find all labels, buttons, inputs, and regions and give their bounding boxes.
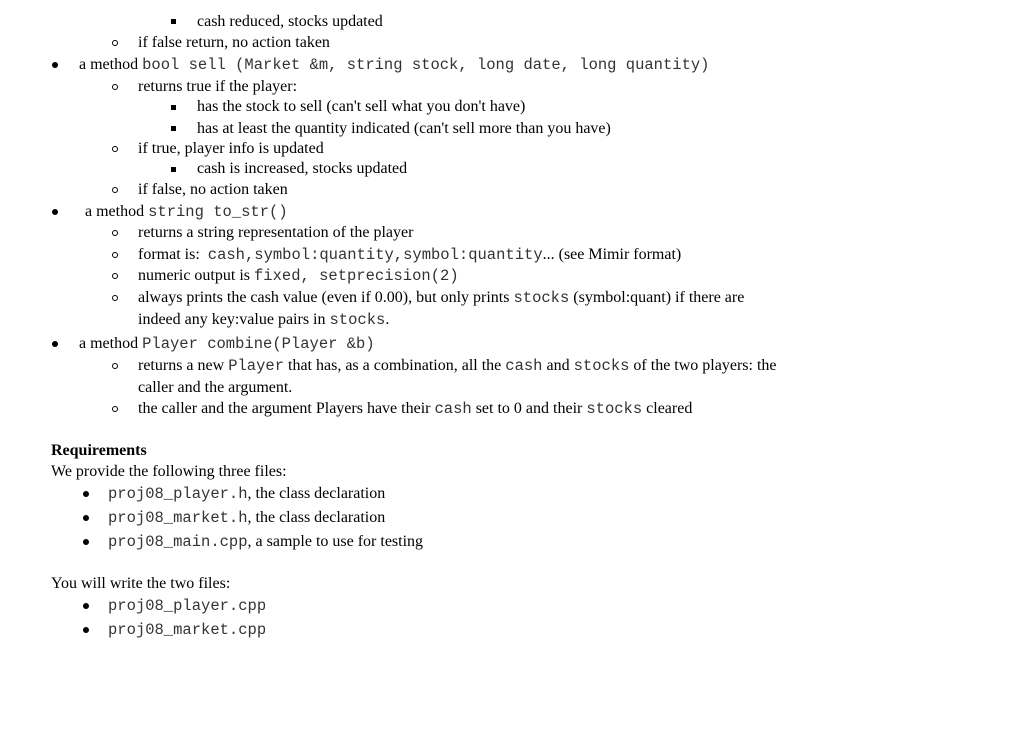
file-desc: , the class declaration xyxy=(247,485,386,502)
code-text: stocks xyxy=(329,311,386,329)
disc-bullet-icon xyxy=(52,341,58,347)
doc-text: set to 0 and their xyxy=(471,400,587,417)
file-name: proj08_player.cpp xyxy=(108,597,267,615)
doc-text: ... (see Mimir format) xyxy=(542,246,682,263)
doc-text: cleared xyxy=(642,400,693,417)
provide-text: We provide the following three files: xyxy=(51,463,287,480)
square-bullet-icon xyxy=(171,105,176,110)
doc-line xyxy=(138,310,389,330)
doc-line: cash reduced, stocks updated xyxy=(197,13,383,30)
disc-bullet-icon xyxy=(83,603,89,609)
disc-bullet-icon xyxy=(52,209,58,215)
code-text: stocks xyxy=(586,400,643,418)
doc-text: (symbol:quant) if there are xyxy=(569,289,745,306)
disc-bullet-icon xyxy=(83,491,89,497)
method-to-str xyxy=(85,202,288,222)
file-name: proj08_player.h xyxy=(108,485,248,503)
doc-text: format is: xyxy=(138,246,204,263)
circle-bullet-icon xyxy=(112,40,118,46)
doc-line: returns a string representation of the player xyxy=(138,224,414,241)
doc-line: if true, player info is updated xyxy=(138,140,324,157)
method-sell xyxy=(79,55,710,75)
file-desc: , a sample to use for testing xyxy=(247,533,424,550)
doc-text: returns a new xyxy=(138,357,229,374)
doc-line xyxy=(138,399,692,419)
disc-bullet-icon xyxy=(83,539,89,545)
circle-bullet-icon xyxy=(112,252,118,258)
square-bullet-icon xyxy=(171,167,176,172)
write-text: You will write the two files: xyxy=(51,575,231,592)
doc-line: if false, no action taken xyxy=(138,181,288,198)
disc-bullet-icon xyxy=(83,515,89,521)
doc-text: of the two players: the xyxy=(629,357,777,374)
disc-bullet-icon xyxy=(83,627,89,633)
doc-text: indeed any key:value pairs in xyxy=(138,311,330,328)
circle-bullet-icon xyxy=(112,406,118,412)
doc-text: a method xyxy=(85,203,149,220)
code-text: cash xyxy=(505,357,543,375)
doc-text: the caller and the argument Players have their xyxy=(138,400,435,417)
doc-line: if false return, no action taken xyxy=(138,34,330,51)
circle-bullet-icon xyxy=(112,295,118,301)
code-text: stocks xyxy=(513,289,570,307)
code-text: stocks xyxy=(573,357,630,375)
provided-file-item xyxy=(108,532,423,552)
doc-line: has at least the quantity indicated (can't sell more than you have) xyxy=(197,120,611,137)
doc-text: numeric output is xyxy=(138,267,254,284)
doc-line: cash is increased, stocks updated xyxy=(197,160,408,177)
circle-bullet-icon xyxy=(112,146,118,152)
code-text: Player combine(Player &b) xyxy=(142,335,375,353)
circle-bullet-icon xyxy=(112,273,118,279)
file-name: proj08_main.cpp xyxy=(108,533,248,551)
doc-line xyxy=(138,245,681,265)
code-text: Player xyxy=(228,357,284,375)
doc-text: a method xyxy=(79,56,143,73)
file-name: proj08_market.cpp xyxy=(108,621,267,639)
doc-text: always prints the cash value (even if 0.00), but only prints xyxy=(138,289,514,306)
method-combine xyxy=(79,334,375,354)
doc-line: caller and the argument. xyxy=(138,379,293,396)
doc-line xyxy=(138,266,459,286)
circle-bullet-icon xyxy=(112,187,118,193)
doc-text: . xyxy=(385,311,390,328)
disc-bullet-icon xyxy=(52,62,58,68)
circle-bullet-icon xyxy=(112,230,118,236)
square-bullet-icon xyxy=(171,126,176,131)
square-bullet-icon xyxy=(171,19,176,24)
doc-text: a method xyxy=(79,335,143,352)
code-text: cash,symbol:quantity,symbol:quantity xyxy=(207,246,543,264)
code-text: string to_str() xyxy=(148,203,288,221)
requirements-heading: Requirements xyxy=(51,442,147,459)
doc-line: returns true if the player: xyxy=(138,78,298,95)
provided-file-item xyxy=(108,484,385,504)
doc-line xyxy=(138,288,744,308)
doc-text: that has, as a combination, all the xyxy=(284,357,506,374)
file-desc: , the class declaration xyxy=(247,509,386,526)
code-text: cash xyxy=(434,400,472,418)
doc-text: and xyxy=(542,357,574,374)
file-name: proj08_market.h xyxy=(108,509,248,527)
circle-bullet-icon xyxy=(112,363,118,369)
circle-bullet-icon xyxy=(112,84,118,90)
code-text: fixed, setprecision(2) xyxy=(253,267,459,285)
code-text: bool sell (Market &m, string stock, long date, long quantity) xyxy=(142,56,710,74)
provided-file-item xyxy=(108,508,385,528)
doc-line: has the stock to sell (can't sell what you don't have) xyxy=(197,98,526,115)
doc-line xyxy=(138,356,777,376)
